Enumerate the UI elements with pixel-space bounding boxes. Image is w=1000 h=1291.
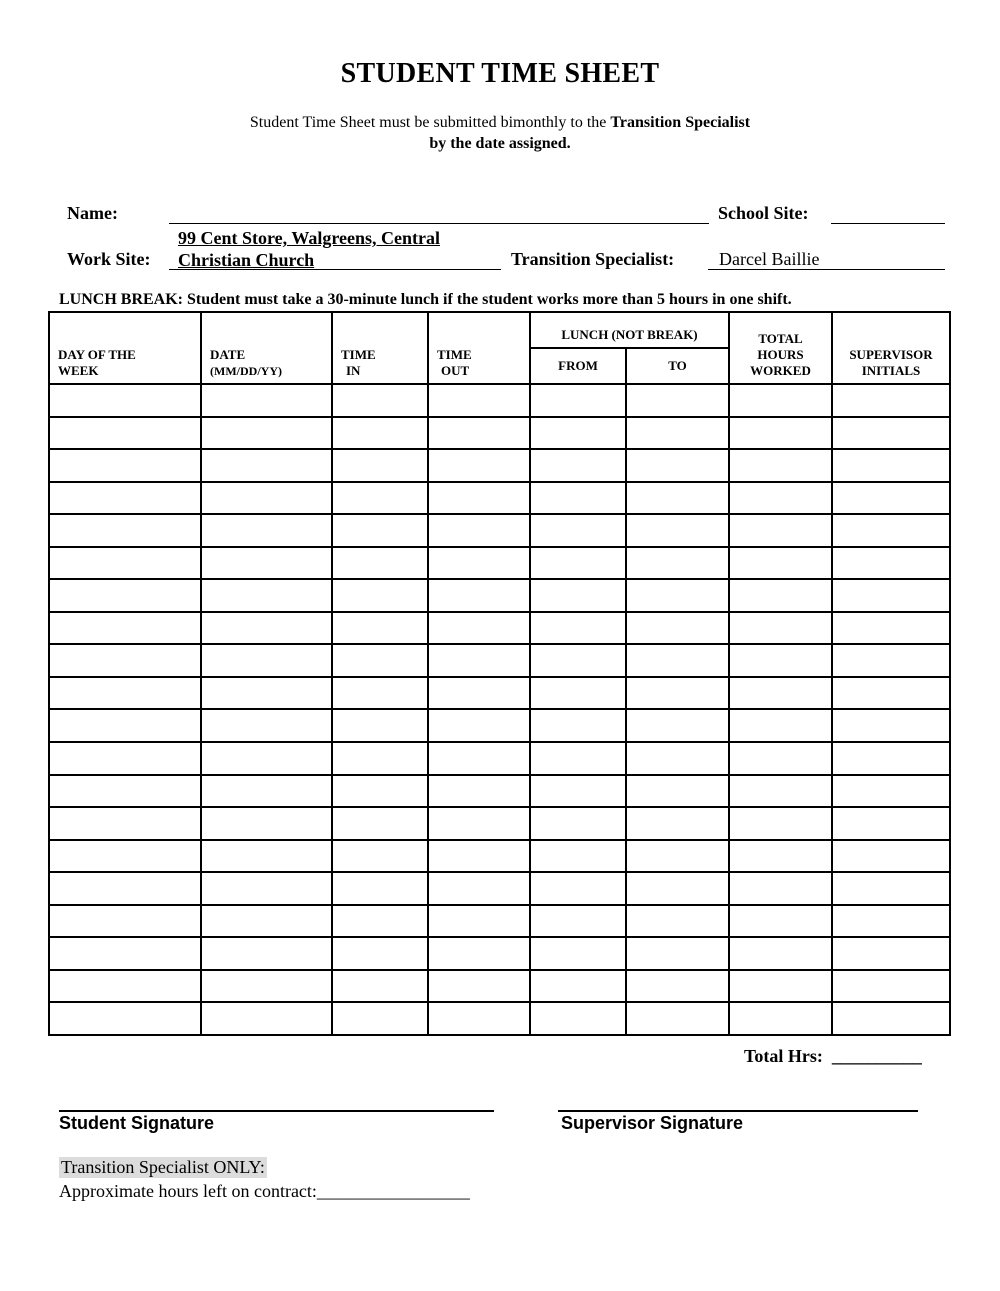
work-site-line-2: Christian Church xyxy=(178,250,315,270)
cell-lunch-from[interactable] xyxy=(530,677,626,710)
cell-lunch-from[interactable] xyxy=(530,514,626,547)
cell-date[interactable] xyxy=(201,742,332,775)
cell-supervisor-initials[interactable] xyxy=(832,742,950,775)
cell-date[interactable] xyxy=(201,775,332,808)
cell-date[interactable] xyxy=(201,482,332,515)
cell-lunch-to[interactable] xyxy=(626,775,729,808)
cell-time-out[interactable] xyxy=(428,709,530,742)
cell-time-in[interactable] xyxy=(332,872,428,905)
cell-day[interactable] xyxy=(49,937,201,970)
cell-lunch-from[interactable] xyxy=(530,1002,626,1035)
cell-supervisor-initials[interactable] xyxy=(832,579,950,612)
cell-date[interactable] xyxy=(201,579,332,612)
supervisor-signature-line[interactable] xyxy=(558,1110,918,1112)
table-row xyxy=(49,644,950,677)
cell-supervisor-initials[interactable] xyxy=(832,482,950,515)
cell-day[interactable] xyxy=(49,612,201,645)
student-signature-label: Student Signature xyxy=(59,1113,215,1133)
cell-lunch-from[interactable] xyxy=(530,579,626,612)
cell-time-out[interactable] xyxy=(428,677,530,710)
table-row xyxy=(49,709,950,742)
cell-date[interactable] xyxy=(201,612,332,645)
cell-lunch-from[interactable] xyxy=(530,612,626,645)
cell-supervisor-initials[interactable] xyxy=(832,840,950,873)
cell-total-hours[interactable] xyxy=(729,970,832,1003)
cell-lunch-to[interactable] xyxy=(626,612,729,645)
cell-lunch-from[interactable] xyxy=(530,970,626,1003)
cell-date[interactable] xyxy=(201,547,332,580)
work-site-label: Work Site: xyxy=(67,249,151,269)
transition-specialist-only: Transition Specialist ONLY: xyxy=(61,1157,265,1177)
work-site-line-1: 99 Cent Store, Walgreens, Central xyxy=(178,228,440,248)
name-label: Name: xyxy=(67,203,118,223)
cell-supervisor-initials[interactable] xyxy=(832,807,950,840)
cell-supervisor-initials[interactable] xyxy=(832,709,950,742)
lunch-break-note: LUNCH BREAK: Student must take a 30-minute lunch if the student works more than 5 hours in one shift. xyxy=(59,291,792,308)
cell-time-in[interactable] xyxy=(332,709,428,742)
cell-total-hours[interactable] xyxy=(729,417,832,450)
cell-supervisor-initials[interactable] xyxy=(832,970,950,1003)
page-title: STUDENT TIME SHEET xyxy=(340,58,660,89)
cell-day[interactable] xyxy=(49,644,201,677)
header-time-in: TIME IN xyxy=(332,312,428,384)
cell-time-out[interactable] xyxy=(428,547,530,580)
cell-total-hours[interactable] xyxy=(729,677,832,710)
cell-lunch-from[interactable] xyxy=(530,872,626,905)
cell-total-hours[interactable] xyxy=(729,709,832,742)
cell-day[interactable] xyxy=(49,709,201,742)
cell-lunch-to[interactable] xyxy=(626,905,729,938)
cell-lunch-to[interactable] xyxy=(626,840,729,873)
cell-total-hours[interactable] xyxy=(729,742,832,775)
cell-lunch-from[interactable] xyxy=(530,417,626,450)
cell-lunch-to[interactable] xyxy=(626,807,729,840)
cell-total-hours[interactable] xyxy=(729,514,832,547)
table-row xyxy=(49,677,950,710)
cell-day[interactable] xyxy=(49,1002,201,1035)
cell-supervisor-initials[interactable] xyxy=(832,417,950,450)
instruction-line-2: by the date assigned. xyxy=(429,135,571,152)
header-day: DAY OF THE WEEK xyxy=(49,312,201,384)
header-date: DATE (MM/DD/YY) xyxy=(201,312,332,384)
student-signature-line[interactable] xyxy=(59,1110,494,1112)
table-row xyxy=(49,807,950,840)
cell-day[interactable] xyxy=(49,807,201,840)
cell-time-out[interactable] xyxy=(428,807,530,840)
header-lunch-from: FROM xyxy=(530,348,626,384)
cell-total-hours[interactable] xyxy=(729,547,832,580)
cell-date[interactable] xyxy=(201,970,332,1003)
cell-time-in[interactable] xyxy=(332,547,428,580)
cell-supervisor-initials[interactable] xyxy=(832,677,950,710)
cell-time-in[interactable] xyxy=(332,807,428,840)
cell-supervisor-initials[interactable] xyxy=(832,1002,950,1035)
cell-date[interactable] xyxy=(201,644,332,677)
cell-lunch-from[interactable] xyxy=(530,384,626,417)
cell-time-in[interactable] xyxy=(332,579,428,612)
table-row xyxy=(49,1002,950,1035)
cell-day[interactable] xyxy=(49,970,201,1003)
school-site-label: School Site: xyxy=(718,203,809,223)
cell-time-in[interactable] xyxy=(332,970,428,1003)
cell-lunch-from[interactable] xyxy=(530,449,626,482)
cell-time-in[interactable] xyxy=(332,384,428,417)
approx-hours-left[interactable]: Approximate hours left on contract:_________________ xyxy=(59,1181,470,1201)
cell-day[interactable] xyxy=(49,840,201,873)
cell-total-hours[interactable] xyxy=(729,807,832,840)
table-row xyxy=(49,937,950,970)
cell-supervisor-initials[interactable] xyxy=(832,644,950,677)
name-field[interactable] xyxy=(169,223,709,224)
cell-day[interactable] xyxy=(49,417,201,450)
cell-total-hours[interactable] xyxy=(729,579,832,612)
time-sheet-table xyxy=(48,311,951,1036)
cell-date[interactable] xyxy=(201,677,332,710)
cell-time-out[interactable] xyxy=(428,937,530,970)
total-hours-blank[interactable]: __________ xyxy=(831,1046,922,1066)
cell-lunch-to[interactable] xyxy=(626,970,729,1003)
cell-date[interactable] xyxy=(201,872,332,905)
cell-lunch-to[interactable] xyxy=(626,644,729,677)
cell-time-out[interactable] xyxy=(428,482,530,515)
cell-lunch-to[interactable] xyxy=(626,417,729,450)
header-time-out: TIME OUT xyxy=(428,312,530,384)
cell-total-hours[interactable] xyxy=(729,840,832,873)
transition-specialist-value: Darcel Baillie xyxy=(719,249,820,269)
cell-total-hours[interactable] xyxy=(729,937,832,970)
cell-total-hours[interactable] xyxy=(729,905,832,938)
header-total-hours: TOTAL HOURS WORKED xyxy=(729,312,832,384)
cell-time-out[interactable] xyxy=(428,872,530,905)
cell-date[interactable] xyxy=(201,937,332,970)
table-row xyxy=(49,449,950,482)
cell-time-out[interactable] xyxy=(428,905,530,938)
table-row xyxy=(49,547,950,580)
instruction-bold: Transition Specialist xyxy=(610,114,751,131)
table-row xyxy=(49,970,950,1003)
table-row xyxy=(49,872,950,905)
cell-lunch-from[interactable] xyxy=(530,547,626,580)
table-row xyxy=(49,775,950,808)
cell-lunch-from[interactable] xyxy=(530,775,626,808)
cell-supervisor-initials[interactable] xyxy=(832,937,950,970)
cell-time-out[interactable] xyxy=(428,417,530,450)
cell-date[interactable] xyxy=(201,1002,332,1035)
cell-lunch-from[interactable] xyxy=(530,482,626,515)
table-row xyxy=(49,905,950,938)
cell-day[interactable] xyxy=(49,547,201,580)
cell-total-hours[interactable] xyxy=(729,482,832,515)
cell-lunch-to[interactable] xyxy=(626,547,729,580)
cell-lunch-from[interactable] xyxy=(530,937,626,970)
cell-time-in[interactable] xyxy=(332,840,428,873)
instruction-text: Student Time Sheet must be submitted bimonthly to the xyxy=(249,114,611,131)
cell-time-in[interactable] xyxy=(332,449,428,482)
cell-day[interactable] xyxy=(49,384,201,417)
cell-time-out[interactable] xyxy=(428,970,530,1003)
table-row xyxy=(49,612,950,645)
cell-date[interactable] xyxy=(201,840,332,873)
table-row xyxy=(49,482,950,515)
table-row xyxy=(49,514,950,547)
cell-total-hours[interactable] xyxy=(729,449,832,482)
cell-supervisor-initials[interactable] xyxy=(832,449,950,482)
cell-lunch-to[interactable] xyxy=(626,742,729,775)
cell-day[interactable] xyxy=(49,742,201,775)
cell-supervisor-initials[interactable] xyxy=(832,384,950,417)
cell-total-hours[interactable] xyxy=(729,384,832,417)
cell-time-out[interactable] xyxy=(428,742,530,775)
header-supervisor-initials: SUPERVISOR INITIALS xyxy=(832,312,950,384)
table-row xyxy=(49,579,950,612)
header-lunch-to: TO xyxy=(626,348,729,384)
cell-time-out[interactable] xyxy=(428,514,530,547)
cell-time-in[interactable] xyxy=(332,775,428,808)
cell-day[interactable] xyxy=(49,482,201,515)
cell-day[interactable] xyxy=(49,677,201,710)
cell-time-out[interactable] xyxy=(428,579,530,612)
cell-time-in[interactable] xyxy=(332,937,428,970)
cell-lunch-to[interactable] xyxy=(626,384,729,417)
cell-lunch-from[interactable] xyxy=(530,709,626,742)
cell-time-in[interactable] xyxy=(332,482,428,515)
table-row xyxy=(49,840,950,873)
school-site-field[interactable] xyxy=(831,223,945,224)
cell-time-in[interactable] xyxy=(332,514,428,547)
cell-lunch-from[interactable] xyxy=(530,742,626,775)
cell-total-hours[interactable] xyxy=(729,775,832,808)
cell-time-out[interactable] xyxy=(428,384,530,417)
cell-lunch-from[interactable] xyxy=(530,807,626,840)
cell-day[interactable] xyxy=(49,449,201,482)
cell-supervisor-initials[interactable] xyxy=(832,775,950,808)
work-site-field[interactable] xyxy=(169,269,501,270)
table-row xyxy=(49,417,950,450)
cell-time-out[interactable] xyxy=(428,775,530,808)
cell-date[interactable] xyxy=(201,384,332,417)
cell-total-hours[interactable] xyxy=(729,872,832,905)
cell-time-out[interactable] xyxy=(428,1002,530,1035)
cell-time-out[interactable] xyxy=(428,840,530,873)
transition-specialist-label: Transition Specialist: xyxy=(511,249,675,269)
cell-supervisor-initials[interactable] xyxy=(832,514,950,547)
cell-time-in[interactable] xyxy=(332,742,428,775)
cell-lunch-to[interactable] xyxy=(626,1002,729,1035)
cell-lunch-to[interactable] xyxy=(626,579,729,612)
cell-time-in[interactable] xyxy=(332,1002,428,1035)
cell-day[interactable] xyxy=(49,514,201,547)
cell-lunch-to[interactable] xyxy=(626,872,729,905)
cell-day[interactable] xyxy=(49,872,201,905)
cell-time-in[interactable] xyxy=(332,677,428,710)
cell-supervisor-initials[interactable] xyxy=(832,905,950,938)
cell-supervisor-initials[interactable] xyxy=(832,612,950,645)
cell-time-in[interactable] xyxy=(332,644,428,677)
instruction-line-1 xyxy=(0,114,1000,132)
cell-day[interactable] xyxy=(49,579,201,612)
supervisor-signature-label: Supervisor Signature xyxy=(561,1113,744,1133)
cell-lunch-to[interactable] xyxy=(626,482,729,515)
cell-date[interactable] xyxy=(201,514,332,547)
cell-time-in[interactable] xyxy=(332,417,428,450)
cell-date[interactable] xyxy=(201,449,332,482)
cell-date[interactable] xyxy=(201,807,332,840)
cell-lunch-from[interactable] xyxy=(530,905,626,938)
total-hours xyxy=(744,1046,922,1067)
cell-lunch-from[interactable] xyxy=(530,840,626,873)
cell-total-hours[interactable] xyxy=(729,644,832,677)
cell-lunch-to[interactable] xyxy=(626,449,729,482)
header-lunch: LUNCH (NOT BREAK) xyxy=(530,312,729,348)
cell-supervisor-initials[interactable] xyxy=(832,872,950,905)
cell-date[interactable] xyxy=(201,905,332,938)
cell-lunch-from[interactable] xyxy=(530,644,626,677)
cell-date[interactable] xyxy=(201,709,332,742)
cell-lunch-to[interactable] xyxy=(626,937,729,970)
cell-lunch-to[interactable] xyxy=(626,677,729,710)
cell-time-out[interactable] xyxy=(428,644,530,677)
cell-lunch-to[interactable] xyxy=(626,709,729,742)
total-hours-label: Total Hrs: xyxy=(744,1046,823,1066)
cell-total-hours[interactable] xyxy=(729,612,832,645)
cell-total-hours[interactable] xyxy=(729,1002,832,1035)
cell-date[interactable] xyxy=(201,417,332,450)
cell-day[interactable] xyxy=(49,905,201,938)
transition-specialist-field[interactable] xyxy=(708,269,945,270)
cell-time-out[interactable] xyxy=(428,612,530,645)
cell-supervisor-initials[interactable] xyxy=(832,547,950,580)
table-row xyxy=(49,742,950,775)
cell-day[interactable] xyxy=(49,775,201,808)
cell-time-in[interactable] xyxy=(332,905,428,938)
table-row xyxy=(49,384,950,417)
cell-time-in[interactable] xyxy=(332,612,428,645)
cell-lunch-to[interactable] xyxy=(626,514,729,547)
cell-time-out[interactable] xyxy=(428,449,530,482)
